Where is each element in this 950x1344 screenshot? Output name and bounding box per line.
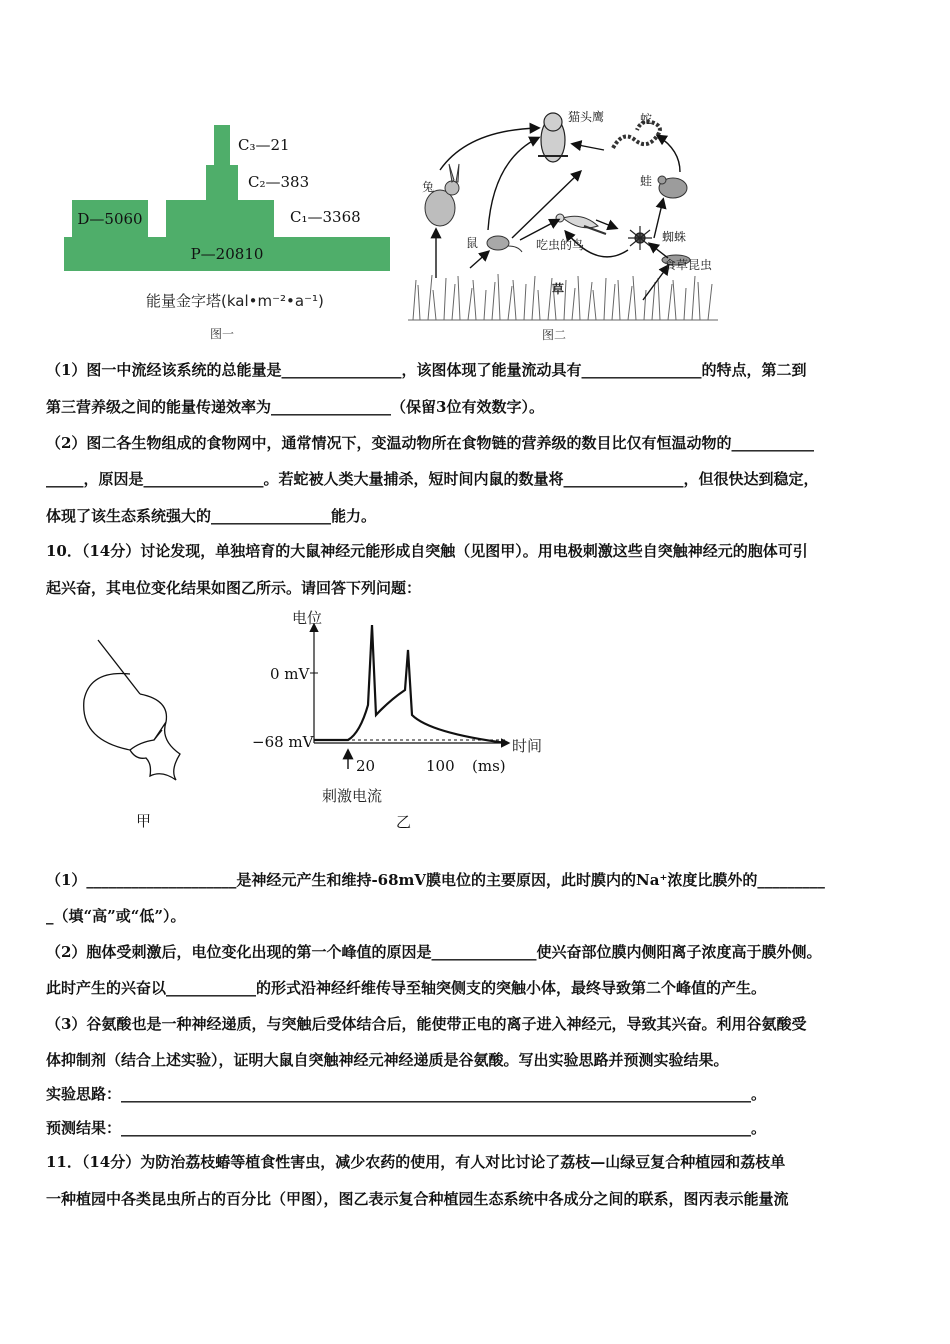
yi-tick-20: 20 bbox=[356, 757, 376, 775]
q9-line-5: 体现了该生态系统强大的________________能力。 bbox=[46, 507, 377, 525]
yi-tick-100: 100 bbox=[426, 757, 455, 775]
label-rabbit: 兔 bbox=[422, 180, 435, 194]
pyramid-level-c2 bbox=[206, 165, 238, 200]
mouse-icon bbox=[487, 236, 522, 252]
insectivorous-bird-icon bbox=[556, 214, 606, 234]
q9-line-2: 第三营养级之间的能量传递效率为________________（保留3位有效数字）。 bbox=[46, 398, 544, 416]
label-owl: 猫头鹰 bbox=[568, 110, 605, 124]
pyramid-level-c3 bbox=[214, 125, 230, 165]
q9-line-4: _____，原因是________________。若蛇被人类大量捕杀，短时间内鼠的数量将________________，但很快达到稳定， bbox=[46, 470, 819, 488]
label-grass: 草 bbox=[552, 282, 565, 296]
rabbit-icon bbox=[425, 164, 459, 226]
label-mouse: 鼠 bbox=[466, 236, 479, 250]
label-spider: 蜘蛛 bbox=[662, 230, 687, 244]
q11-line-1: 11．（14分）为防治荔枝蝽等植食性害虫，减少农药的使用，有人对比讨论了荔枝—山绿豆复合种植园和荔枝单 bbox=[46, 1153, 786, 1171]
q10-answer-4: 此时产生的兴奋以____________的形式沿神经纤维传导至轴突侧支的突触小体，最终导致第二个峰值的产生。 bbox=[46, 979, 767, 997]
q10-answer-6: 体抑制剂（结合上述实验），证明大鼠自突触神经元神经递质是谷氨酸。写出实验思路并预测实验结果。 bbox=[46, 1051, 729, 1069]
label-snake: 蛇 bbox=[640, 112, 653, 126]
label-bird: 吃虫的鸟 bbox=[536, 238, 585, 252]
pyramid-c2-label: C₂—383 bbox=[248, 173, 310, 191]
trace-curve bbox=[314, 625, 506, 743]
pyramid-p-label: P—20810 bbox=[190, 245, 264, 263]
pyramid-level-d bbox=[72, 200, 148, 237]
snake-icon bbox=[613, 122, 660, 148]
pyramid-c1-label: C₁—3368 bbox=[290, 208, 361, 226]
figure-2-caption: 图二 bbox=[542, 328, 567, 342]
figure-2-food-web bbox=[408, 100, 718, 345]
q10-answer-2: _（填“高”或“低”）。 bbox=[46, 907, 186, 925]
spider-icon bbox=[628, 226, 652, 250]
yi-xlabel: 时间 bbox=[512, 737, 543, 755]
q10-answer-5: （3）谷氨酸也是一种神经递质，与突触后受体结合后，能使带正电的离子进入神经元，导致其兴奋。利用谷氨酸受 bbox=[46, 1015, 807, 1033]
neuron-drawing bbox=[70, 630, 210, 790]
q9-line-3: （2）图二各生物组成的食物网中，通常情况下，变温动物所在食物链的营养级的数目比仅有恒温动物的___________ bbox=[46, 434, 814, 452]
label-insect: 食草昆虫 bbox=[664, 258, 713, 272]
pyramid-level-p bbox=[64, 237, 390, 271]
q10-answer-1: （1）____________________是神经元产生和维持-68mV膜电位的主要原因，此时膜内的Na⁺浓度比膜外的_________ bbox=[46, 871, 825, 889]
pyramid-d-label: D—5060 bbox=[77, 209, 143, 228]
figure-1-energy-pyramid bbox=[60, 120, 400, 350]
pyramid-c3-label: C₃—21 bbox=[238, 136, 290, 154]
label-frog: 蛙 bbox=[640, 174, 653, 188]
figure-1-caption: 图一 bbox=[210, 327, 235, 341]
owl-icon bbox=[538, 113, 568, 162]
q10-answer-7: 实验思路：____________________________________________________________________________________。 bbox=[46, 1085, 767, 1103]
figure-yi-label: 乙 bbox=[396, 813, 412, 831]
frog-icon bbox=[658, 176, 687, 198]
figure-jia-neuron bbox=[70, 630, 210, 840]
q10-line-1: 10．（14分）讨论发现，单独培育的大鼠神经元能形成自突触（见图甲）。用电极刺激这些自突触神经元的胞体可引 bbox=[46, 542, 808, 560]
yi-stim-label: 刺激电流 bbox=[322, 787, 383, 805]
yi-ylabel: 电位 bbox=[292, 609, 323, 627]
figure-jia-label: 甲 bbox=[136, 812, 152, 830]
pyramid-axis-label: 能量金字塔(kal•m⁻²•a⁻¹) bbox=[146, 292, 324, 310]
pyramid-level-c1 bbox=[166, 200, 274, 237]
yi-zero-label: 0 mV bbox=[270, 665, 310, 683]
q11-line-2: 一种植园中各类昆虫所占的百分比（甲图），图乙表示复合种植园生态系统中各成分之间的联系，图丙表示能量流 bbox=[46, 1190, 789, 1208]
figure-yi-potential bbox=[250, 605, 570, 835]
q10-answer-8: 预测结果：____________________________________________________________________________________。 bbox=[46, 1119, 767, 1137]
q9-line-1: （1）图一中流经该系统的总能量是________________，该图体现了能量流动具有________________的特点，第二到 bbox=[46, 361, 807, 379]
q10-line-2: 起兴奋，其电位变化结果如图乙所示。请回答下列问题： bbox=[46, 579, 422, 597]
q10-answer-3: （2）胞体受刺激后，电位变化出现的第一个峰值的原因是______________使兴奋部位膜内侧阳离子浓度高于膜外侧。 bbox=[46, 943, 822, 961]
yi-rest-label: −68 mV bbox=[252, 733, 314, 751]
yi-unit: (ms) bbox=[472, 757, 506, 775]
